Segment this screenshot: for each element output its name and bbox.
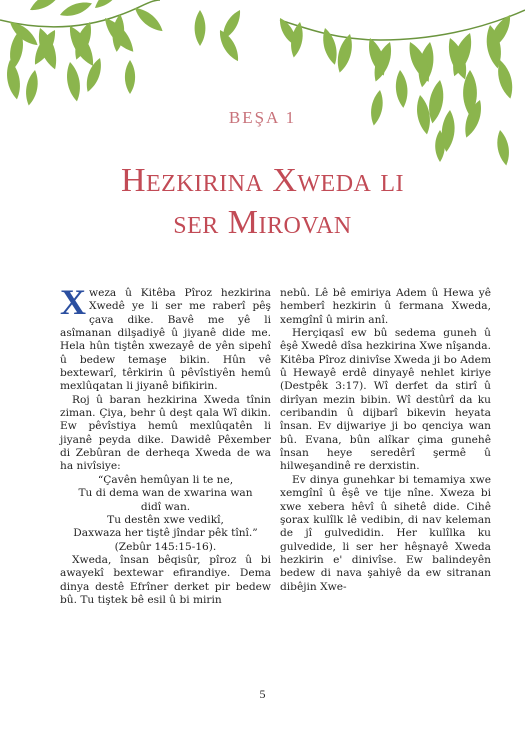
chapter-label: BEŞA 1 [228,108,297,127]
verse-line: “Çavên hemûyan li te ne, [97,473,234,486]
text-column-left [60,282,271,607]
paragraph: nebû. Lê bê emiriya Adem û Hewa yê hemberî hezkirin û fermana Xweda, xemgînî û mirin anî. [280,287,491,326]
chapter-title [0,160,525,244]
paragraph: Roj û baran hezkirina Xweda tînin ziman. Çiya, behr û deşt qala Wî dikin. Ew pêvîstiya hemû mexlûqatên li jiyanê peyda dike. Dawidê Pêxember di Zebûran de derheqa Xweda de wa ha nivîsiye: [60,393,271,473]
chapter-title-line-1: Hezkirina Xweda li [120,162,405,199]
chapter-title-line-2: ser Mirovan [173,204,352,241]
paragraph: Herçiqasî ew bû sedema guneh û êşê Xwedê dîsa hezkirina Xwe nîşanda. Kitêba Pîroz dinivîse Xweda ji bo Adem û Hewayê erdê dinyayê nehlet kiriye (Destpêk 3:17). Wî derfet da stirî û dirîyan mezin bibin. Wî destûrî da ku ceribandin û dijbarî bikevin heyata însan. Ev dijwariye ji bo qenciya wan bû. Evana, bûn alîkar çima gunehê însan heye seredêrî şermê û hilweşandinê re derxistin. [280,327,491,473]
paragraph: Xweza û Kitêba Pîroz hezkirina Xwedê ye li ser me raberî pêş çava dike. Bavê me yê li asîmanan dilşadiyê û jiyanê dide me. Hela hûn tiştên xwezayê de yên sipehî û bedew temaşe bikin. Hûn vê bextewarî, têrkirin û pêvîstiyên hemû mexlûqatan li jiyanê bifikirin. [60,282,271,393]
paragraph: Xweda, însan bêqisûr, pîroz û bi awayekî bextewar efirandiye. Dema dinya destê Efrîner derket pir bedew bû. Tu tiştek bê esil û bi mirin [60,553,271,606]
verse-line: Daxwaza her tiştê jîndar pêk tînî.” [73,527,258,540]
verse-line: Tu di dema wan de xwarina wan [78,487,253,500]
drop-cap: X [60,282,86,322]
text-column-right [280,287,491,594]
verse-line: Tu destên xwe vedikî, [107,513,224,526]
scripture-quote [60,474,271,554]
paragraph: Ev dinya gunehkar bi temamiya xwe xemgînî û êşê ve tije nîne. Xweza bi xwe xebera hêvî û sihetê dide. Cihê şorax kulîlk lê vedibin, di nav keleman de jî gulvedidin. Her kulîlka ku gulvedide, li ser her hêşnayê Xweda hezkirin e' dinivîse. Ew balindeyên bedew di nava şahiyê da ew sitranan dibêjin Xwe- [280,473,491,593]
verse-line: didî wan. [140,500,191,513]
page-number: 5 [259,687,266,701]
verse-reference: (Zebûr 145:15-16). [114,540,217,553]
